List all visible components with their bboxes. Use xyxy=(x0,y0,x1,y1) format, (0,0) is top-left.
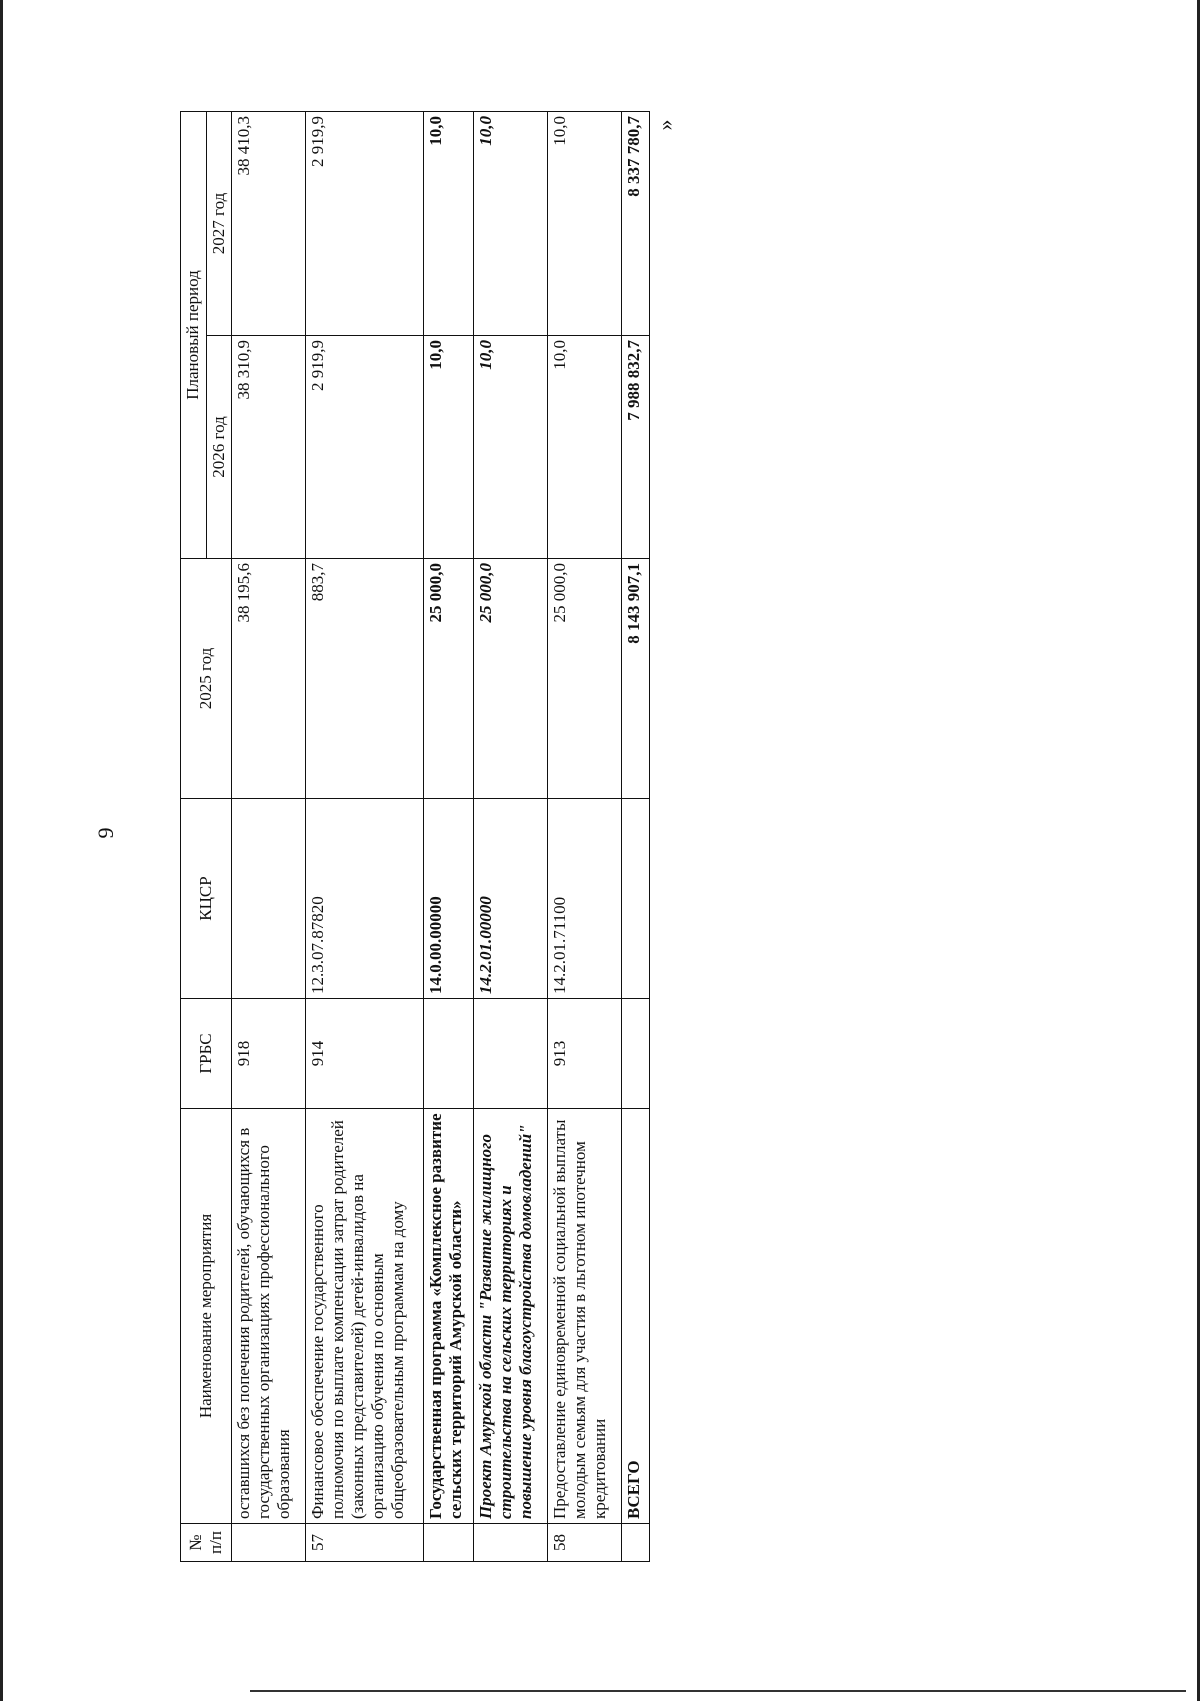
row-2025: 25 000,0 xyxy=(423,559,473,799)
total-grbs xyxy=(621,999,649,1109)
header-2025: 2025 год xyxy=(181,559,232,799)
row-2027: 10,0 xyxy=(423,111,473,335)
row-kcsr: 14.0.00.00000 xyxy=(423,799,473,999)
row-2026: 38 310,9 xyxy=(232,336,306,559)
page-left-edge xyxy=(0,0,3,1701)
total-2027: 8 337 780,7 xyxy=(621,111,649,335)
header-name: Наименование мероприятия xyxy=(181,1109,232,1524)
table-row xyxy=(232,111,306,1561)
row-number: 58 xyxy=(548,1524,622,1562)
row-name: оставшихся без попечения родителей, обучающихся в государственных организациях профессионального образования xyxy=(232,1109,306,1524)
header-plan-period: Плановый период xyxy=(181,111,207,558)
total-2026: 7 988 832,7 xyxy=(621,336,649,559)
row-2025: 38 195,6 xyxy=(232,559,306,799)
row-name: Государственная программа «Комплексное развитие сельских территорий Амурской области» xyxy=(423,1109,473,1524)
total-kcsr xyxy=(621,799,649,999)
row-grbs xyxy=(474,999,548,1109)
table-row xyxy=(305,111,423,1561)
row-kcsr xyxy=(232,799,306,999)
row-2027: 10,0 xyxy=(548,111,622,335)
table-row xyxy=(548,111,622,1561)
rotated-table-sheet xyxy=(180,112,650,1562)
header-grbs: ГРБС xyxy=(181,999,232,1109)
row-grbs: 914 xyxy=(305,999,423,1109)
table-row xyxy=(474,111,548,1561)
row-2025: 25 000,0 xyxy=(548,559,622,799)
row-name: Предоставление единовременной социальной выплаты молодым семьям для участия в льготном ипотечном кредитовании xyxy=(548,1109,622,1524)
row-2025: 25 000,0 xyxy=(474,559,548,799)
header-number: № п/п xyxy=(181,1524,232,1562)
bottom-rule xyxy=(250,1690,1186,1692)
row-2027: 38 410,3 xyxy=(232,111,306,335)
row-name: Проект Амурской области "Развитие жилищного строительства на сельских территориях и повышение уровня благоустройства домовладений" xyxy=(474,1109,548,1524)
row-name: Финансовое обеспечение государственного полномочия по выплате компенсации затрат родителей (законных представителей) детей-инвалидов на организацию обучения по основным общеобразовательным программам на дому xyxy=(305,1109,423,1524)
row-2027: 10,0 xyxy=(474,111,548,335)
header-2027: 2027 год xyxy=(207,111,232,335)
row-2026: 10,0 xyxy=(474,336,548,559)
row-2026: 10,0 xyxy=(548,336,622,559)
table-row xyxy=(423,111,473,1561)
header-kcsr: КЦСР xyxy=(181,799,232,999)
row-grbs xyxy=(423,999,473,1109)
header-2026: 2026 год xyxy=(207,336,232,559)
row-2027: 2 919,9 xyxy=(305,111,423,335)
row-kcsr: 14.2.01.71100 xyxy=(548,799,622,999)
total-number xyxy=(621,1524,649,1562)
budget-table xyxy=(180,111,650,1562)
row-2026: 2 919,9 xyxy=(305,336,423,559)
row-kcsr: 14.2.01.00000 xyxy=(474,799,548,999)
row-grbs: 913 xyxy=(548,999,622,1109)
row-grbs: 918 xyxy=(232,999,306,1109)
row-2025: 883,7 xyxy=(305,559,423,799)
row-kcsr: 12.3.07.87820 xyxy=(305,799,423,999)
total-2025: 8 143 907,1 xyxy=(621,559,649,799)
row-number xyxy=(232,1524,306,1562)
page-number: 9 xyxy=(93,827,118,839)
total-row xyxy=(621,111,649,1561)
total-label: ВСЕГО xyxy=(621,1109,649,1524)
closing-quote-mark: » xyxy=(652,119,678,131)
row-number xyxy=(474,1524,548,1562)
row-2026: 10,0 xyxy=(423,336,473,559)
row-number xyxy=(423,1524,473,1562)
row-number: 57 xyxy=(305,1524,423,1562)
